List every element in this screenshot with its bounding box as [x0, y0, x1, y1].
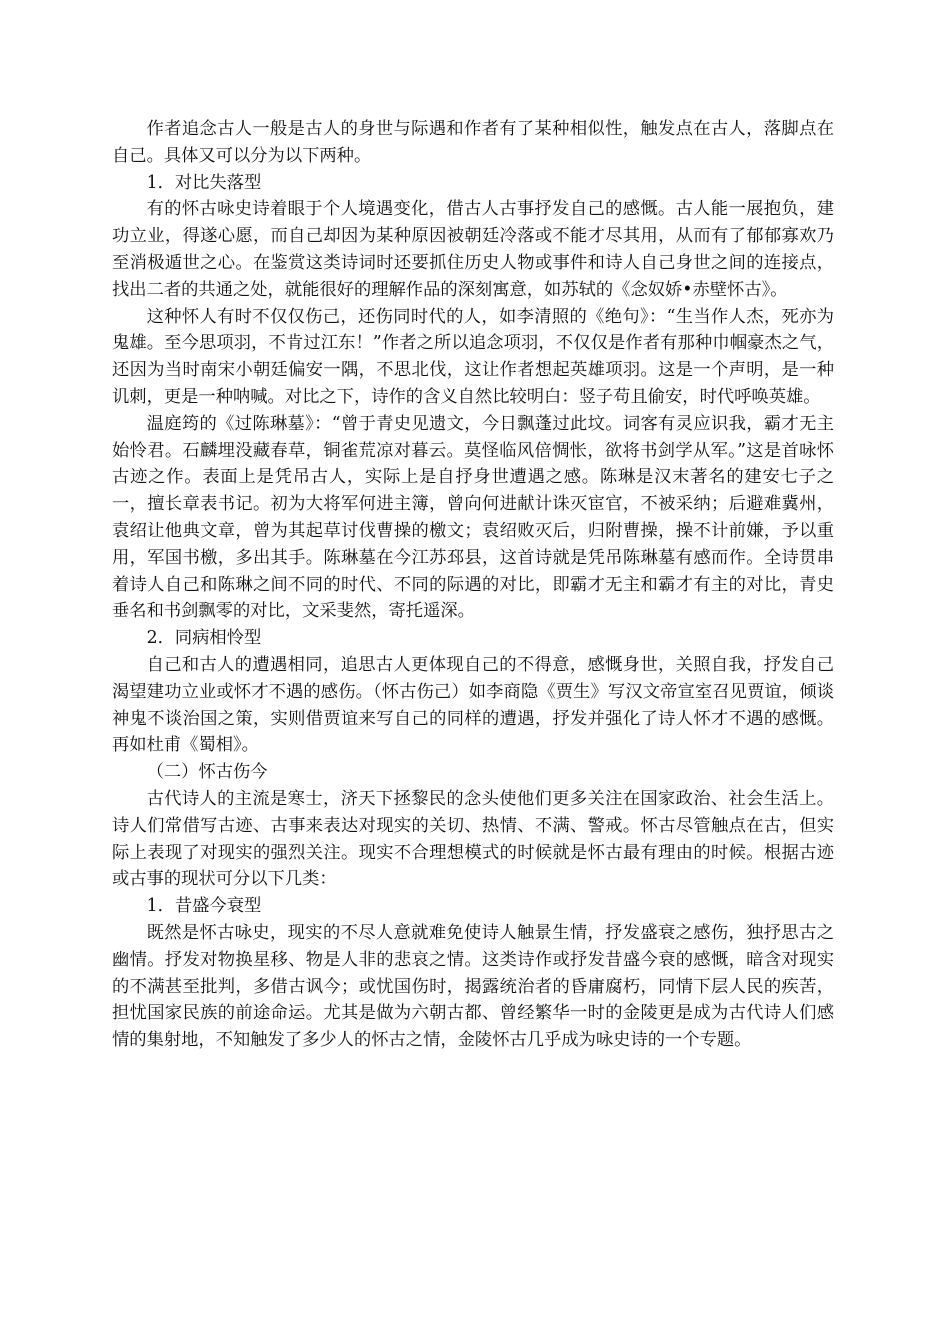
- paragraph-li-qingzhao: 这种怀人有时不仅仅伤己，还伤同时代的人，如李清照的《绝句》：“生当作人杰，死亦为鬼雄。至今思项羽，不肯过江东！”作者之所以追念项羽，不仅仅是作者有那种巾帼豪杰之气，还因为当时南宋小朝廷偏安一隅，不思北伐，这让作者想起英雄项羽。这是一个声明，是一种讥刺，更是一种呐喊。对比之下，诗作的含义自然比较明白：竖子苟且偷安，时代呼唤英雄。: [112, 306, 834, 407]
- paragraph-intro: 作者追念古人一般是古人的身世与际遇和作者有了某种相似性，触发点在古人，落脚点在自己。具体又可以分为以下两种。: [112, 119, 834, 166]
- paragraph-contrast-loss: 有的怀古咏史诗着眼于个人境遇变化，借古人古事抒发自己的感慨。古人能一展抱负，建功立业，得遂心愿，而自己却因为某种原因被朝廷冷落或不能才尽其用，从而有了郁郁寡欢乃至消极遁世之心。在鉴赏这类诗词时还要抓住历史人物或事件和诗人自己身世之间的连接点，找出二者的共通之处，就能很好的理解作品的深刻寓意，如苏轼的《念奴娇•赤壁怀古》。: [112, 199, 834, 300]
- paragraph-lament-present: 古代诗人的主流是寒士，济天下拯黎民的念头使他们更多关注在国家政治、社会生活上。诗人们常借写古迹、古事来表达对现实的关切、热情、不满、警戒。怀古尽管触点在古，但实际上表现了对现实的强烈关注。现实不合理想模式的时候就是怀古最有理由的时候。根据古迹或古事的现状可分以下几类：: [112, 788, 834, 890]
- document-page: [112, 116, 834, 1054]
- section-heading-lament-present: （二）怀古伤今: [146, 762, 268, 783]
- paragraph-wen-tingyun: 温庭筠的《过陈琳墓》：“曾于青史见遗文，今日飘蓬过此坟。词客有灵应识我，霸才无主始怜君。石麟埋没藏春草，铜雀荒凉对暮云。莫怪临风倍惆怅，欲将书剑学从军。”这是首咏怀古迹之作。表面上是凭吊古人，实际上是自抒身世遭遇之感。陈琳是汉末著名的建安七子之一，擅长章表书记。初为大将军何进主簿，曾向何进献计诛灭宦官，不被采纳；后避难冀州，袁绍让他典文章，曾为其起草讨伐曹操的檄文；袁绍败灭后，归附曹操，操不计前嫌，予以重用，军国书檄，多出其手。陈琳墓在今江苏邳县，这首诗就是凭吊陈琳墓有感而作。全诗贯串着诗人自己和陈琳之间不同的时代、不同的际遇的对比，即霸才无主和霸才有主的对比，青史垂名和书剑飘零的对比，文采斐然，寄托遥深。: [112, 413, 834, 622]
- paragraph-shared-fate: 自己和古人的遭遇相同，追思古人更体现自己的不得意，感慨身世，关照自我，抒发自己渴望建功立业或怀才不遇的感伤。（怀古伤己）如李商隐《贾生》写汉文帝宣室召见贾谊，倾谈神鬼不谈治国之策，实则借贾谊来写自己的同样的遭遇，抒发并强化了诗人怀才不遇的感慨。再如杜甫《蜀相》。: [112, 654, 834, 756]
- subheading-shared-fate: 2．同病相怜型: [146, 628, 262, 649]
- subheading-contrast-loss: 1．对比失落型: [146, 172, 262, 193]
- paragraph-rise-decline: 既然是怀古咏史，现实的不尽人意就难免使诗人触景生情，抒发盛衰之感伤，独抒思古之幽情。抒发对物换星移、物是人非的悲哀之情。这类诗作或抒发昔盛今衰的感慨，暗含对现实的不满甚至批判，多借古讽今；或忧国伤时，揭露统治者的昏庸腐朽，同情下层人民的疾苦，担忧国家民族的前途命运。尤其是做为六朝古都、曾经繁华一时的金陵更是成为古代诗人们感情的集射地，不知触发了多少人的怀古之情，金陵怀古几乎成为咏史诗的一个专题。: [112, 922, 834, 1051]
- subheading-rise-decline: 1．昔盛今衰型: [146, 896, 262, 917]
